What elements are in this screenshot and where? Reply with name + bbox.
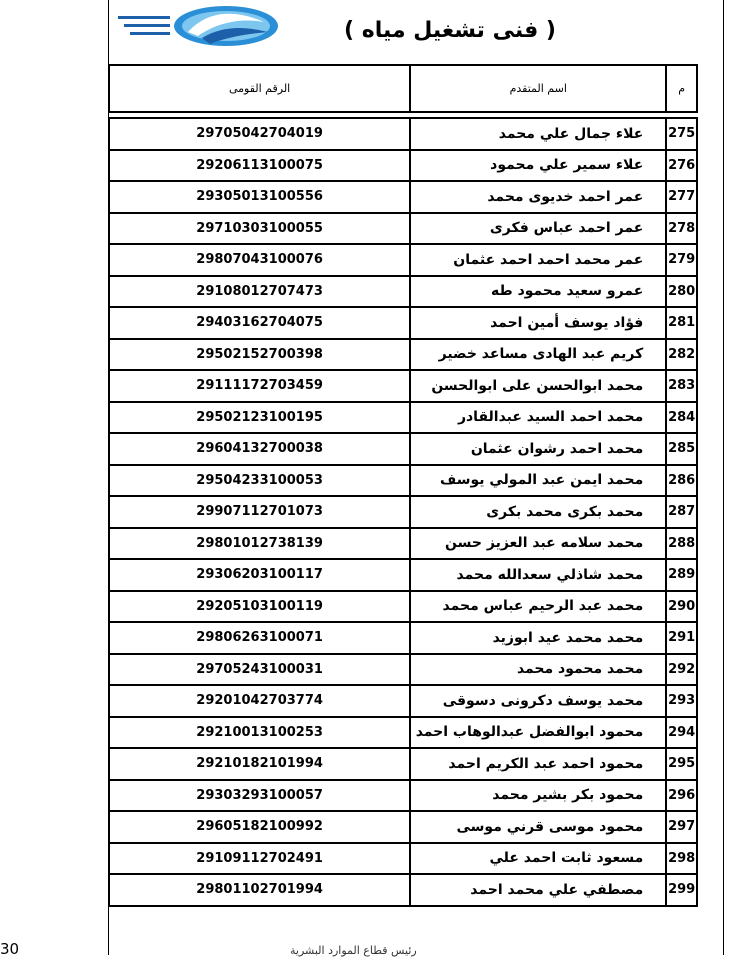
national-id: 29710303100055 [109, 213, 410, 245]
national-id: 29705243100031 [109, 654, 410, 686]
row-number: 281 [666, 307, 697, 339]
applicant-name: محمد ايمن عبد المولي يوسف [410, 465, 666, 497]
table-row [109, 465, 697, 497]
row-number: 280 [666, 276, 697, 308]
table-row [109, 591, 697, 623]
applicant-name: محمد محمود محمد [410, 654, 666, 686]
column-header-national-id: الرقم القومى [109, 65, 410, 112]
table-row [109, 685, 697, 717]
table-row [109, 559, 697, 591]
footer-signature: رئيس قطاع الموارد البشرية [290, 944, 417, 957]
applicant-name: عمرو سعيد محمود طه [410, 276, 666, 308]
table-body [109, 112, 697, 906]
national-id: 29403162704075 [109, 307, 410, 339]
national-id: 29306203100117 [109, 559, 410, 591]
applicants-table [108, 64, 698, 907]
row-number: 278 [666, 213, 697, 245]
applicant-name: محمود موسى قرني موسى [410, 811, 666, 843]
document-title: ( فنى تشغيل مياه ) [344, 18, 556, 43]
applicant-name: كريم عبد الهادى مساعد خضير [410, 339, 666, 371]
row-number: 288 [666, 528, 697, 560]
row-number: 277 [666, 181, 697, 213]
row-number: 287 [666, 496, 697, 528]
row-number: 293 [666, 685, 697, 717]
national-id: 29801102701994 [109, 874, 410, 906]
national-id: 29210182101994 [109, 748, 410, 780]
national-id: 29504233100053 [109, 465, 410, 497]
applicant-name: محمود بكر بشير محمد [410, 780, 666, 812]
row-number: 286 [666, 465, 697, 497]
table-row [109, 276, 697, 308]
applicant-name: عمر احمد خديوى محمد [410, 181, 666, 213]
applicant-name: محمد ابوالحسن على ابوالحسن [410, 370, 666, 402]
table-row [109, 811, 697, 843]
applicant-name: علاء جمال علي محمد [410, 118, 666, 150]
row-number: 296 [666, 780, 697, 812]
table-row [109, 370, 697, 402]
row-number: 284 [666, 402, 697, 434]
row-number: 285 [666, 433, 697, 465]
row-number: 290 [666, 591, 697, 623]
national-id: 29806263100071 [109, 622, 410, 654]
national-id: 29605182100992 [109, 811, 410, 843]
row-number: 295 [666, 748, 697, 780]
row-number: 282 [666, 339, 697, 371]
national-id: 29206113100075 [109, 150, 410, 182]
national-id: 29210013100253 [109, 717, 410, 749]
applicant-name: مصطفي علي محمد احمد [410, 874, 666, 906]
row-number: 283 [666, 370, 697, 402]
row-number: 291 [666, 622, 697, 654]
national-id: 29201042703774 [109, 685, 410, 717]
applicant-name: عمر محمد احمد احمد عثمان [410, 244, 666, 276]
table-row [109, 780, 697, 812]
page-border-right [723, 0, 724, 955]
row-number: 298 [666, 843, 697, 875]
table-row [109, 150, 697, 182]
table-row [109, 339, 697, 371]
table-header-row [109, 65, 697, 112]
row-number: 292 [666, 654, 697, 686]
national-id: 29205103100119 [109, 591, 410, 623]
table-row [109, 717, 697, 749]
table-row [109, 118, 697, 150]
table-row [109, 244, 697, 276]
table-row [109, 622, 697, 654]
table-row [109, 528, 697, 560]
table-row [109, 433, 697, 465]
applicant-name: عمر احمد عباس فكرى [410, 213, 666, 245]
national-id: 29705042704019 [109, 118, 410, 150]
table-row [109, 402, 697, 434]
applicant-name: محمد احمد السيد عبدالقادر [410, 402, 666, 434]
table-row [109, 843, 697, 875]
company-logo [114, 4, 282, 48]
row-number: 299 [666, 874, 697, 906]
row-number: 289 [666, 559, 697, 591]
applicant-name: محمود احمد عبد الكريم احمد [410, 748, 666, 780]
national-id: 29109112702491 [109, 843, 410, 875]
applicant-name: علاء سمير علي محمود [410, 150, 666, 182]
national-id: 29108012707473 [109, 276, 410, 308]
row-number: 297 [666, 811, 697, 843]
table-row [109, 748, 697, 780]
applicant-name: فؤاد يوسف أمين احمد [410, 307, 666, 339]
column-header-name: اسم المتقدم [410, 65, 666, 112]
applicant-name: محمد شاذلي سعدالله محمد [410, 559, 666, 591]
applicant-name: محمد احمد رشوان عثمان [410, 433, 666, 465]
applicant-name: مسعود ثابت احمد علي [410, 843, 666, 875]
applicant-name: محمد محمد عيد ابوزيد [410, 622, 666, 654]
national-id: 29502123100195 [109, 402, 410, 434]
national-id: 29907112701073 [109, 496, 410, 528]
table-row [109, 307, 697, 339]
row-number: 279 [666, 244, 697, 276]
national-id: 29807043100076 [109, 244, 410, 276]
table-row [109, 181, 697, 213]
table-row [109, 213, 697, 245]
table-row [109, 496, 697, 528]
national-id: 29604132700038 [109, 433, 410, 465]
table-row [109, 654, 697, 686]
national-id: 29303293100057 [109, 780, 410, 812]
row-number: 276 [666, 150, 697, 182]
row-number: 294 [666, 717, 697, 749]
national-id: 29502152700398 [109, 339, 410, 371]
applicant-name: محمد عبد الرحيم عباس محمد [410, 591, 666, 623]
national-id: 29111172703459 [109, 370, 410, 402]
applicant-name: محمود ابوالفضل عبدالوهاب احمد [410, 717, 666, 749]
applicant-name: محمد بكرى محمد بكرى [410, 496, 666, 528]
row-number: 275 [666, 118, 697, 150]
applicant-name: محمد يوسف دكرونى دسوقى [410, 685, 666, 717]
column-header-number: م [666, 65, 697, 112]
table-row [109, 874, 697, 906]
national-id: 29305013100556 [109, 181, 410, 213]
national-id: 29801012738139 [109, 528, 410, 560]
page-number: 30 [0, 940, 20, 958]
applicant-name: محمد سلامه عبد العزيز حسن [410, 528, 666, 560]
